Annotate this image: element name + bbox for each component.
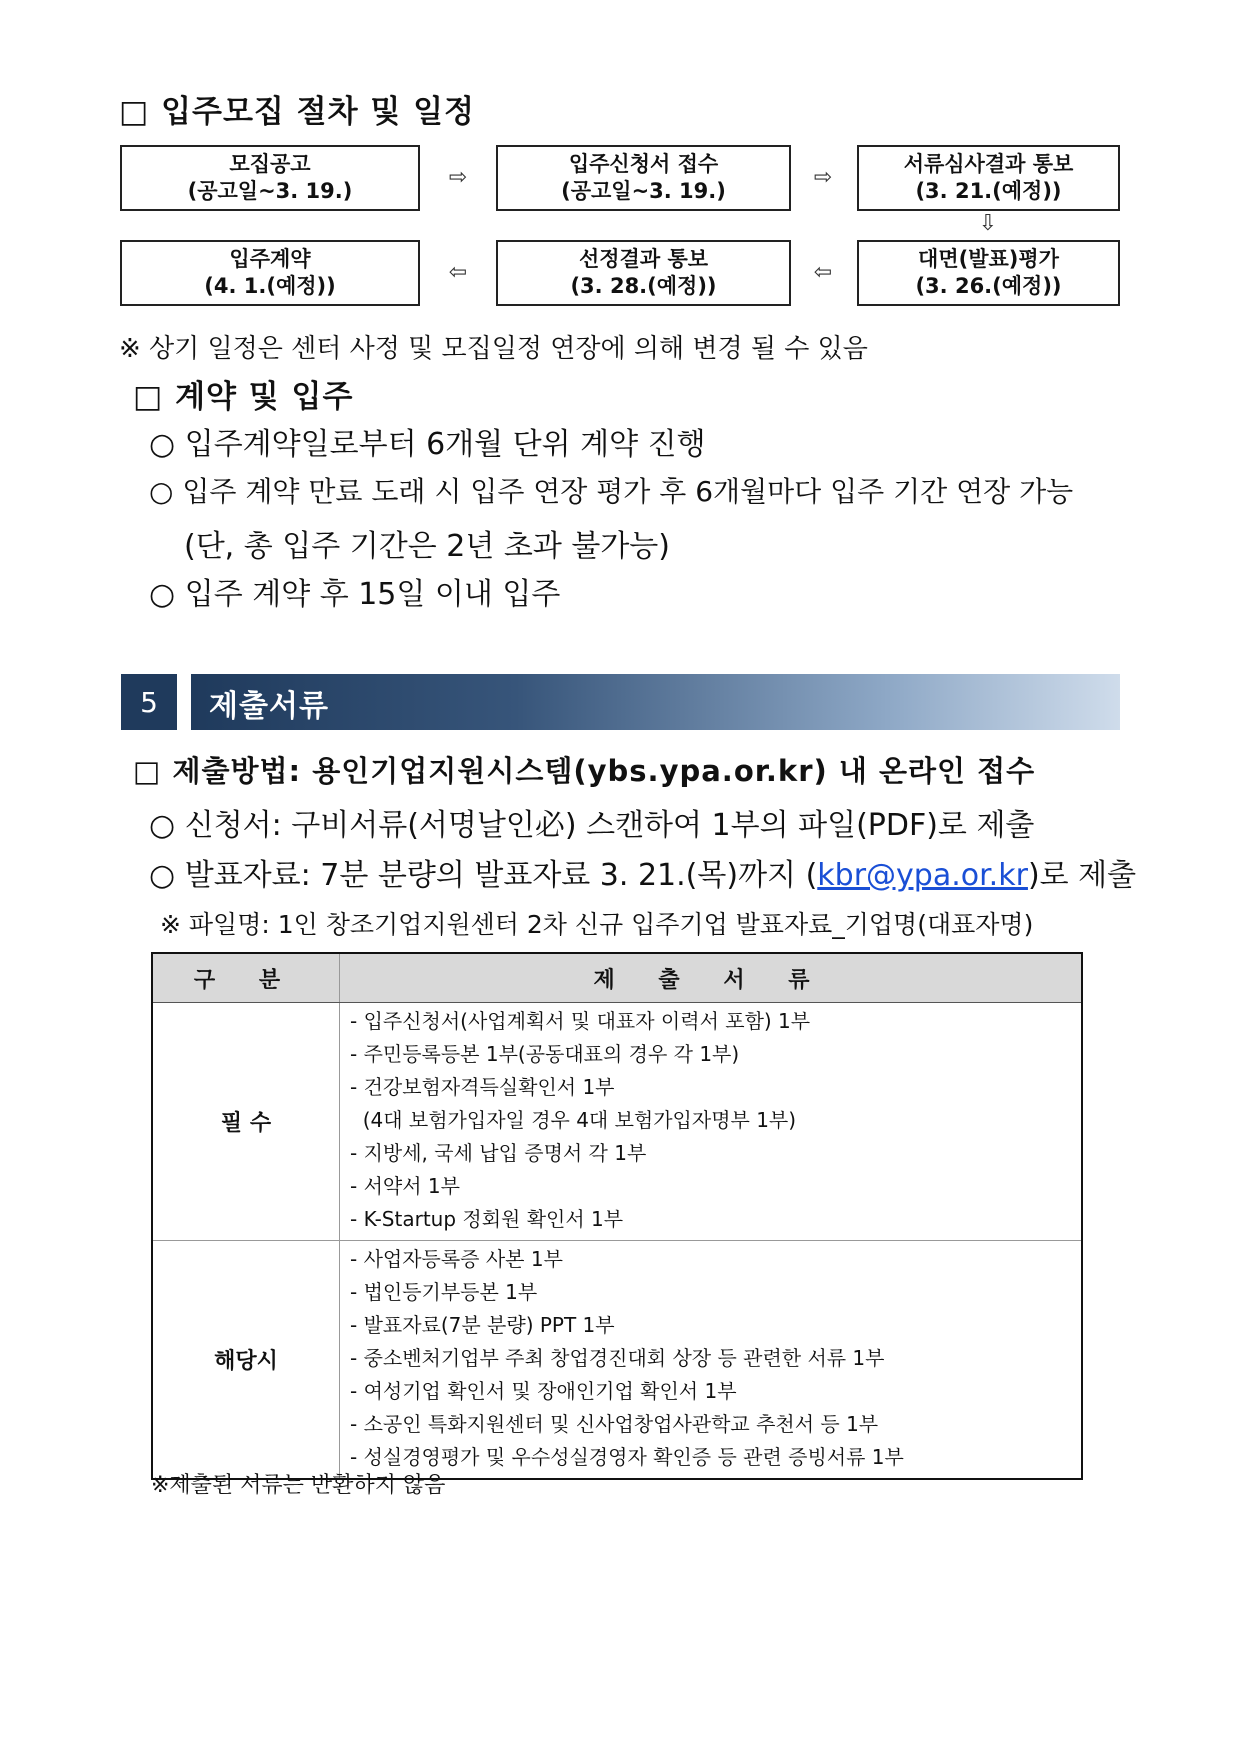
submission-bullet-presentation	[149, 850, 1136, 894]
step-title: 대면(발표)평가	[918, 247, 1059, 271]
document-item: - K-Startup 정회원 확인서 1부	[350, 1207, 624, 1231]
contract-bullet: ○ 입주 계약 만료 도래 시 입주 연장 평가 후 6개월마다 입주 기간 연장 가능	[149, 475, 1074, 508]
contract-bullet-continuation: (단, 총 입주 기간은 2년 초과 불가능)	[184, 529, 670, 564]
section-number: 5	[121, 674, 177, 730]
contract-bullet: ○ 입주계약일로부터 6개월 단위 계약 진행	[149, 427, 706, 462]
email-link[interactable]: kbr@ypa.or.kr	[817, 858, 1028, 893]
step-title: 모집공고	[229, 152, 311, 176]
flow-step-screening-result	[857, 145, 1120, 211]
step-date: (3. 28.(예정))	[570, 274, 717, 298]
schedule-note: ※ 상기 일정은 센터 사정 및 모집일정 연장에 의해 변경 될 수 있음	[119, 334, 868, 364]
arrow-left-icon: ⇦	[813, 260, 833, 285]
document-item: - 성실경영평가 및 우수성실경영자 확인증 등 관련 증빙서류 1부	[350, 1445, 904, 1469]
documents-cell	[340, 1003, 1083, 1241]
table-row	[152, 1003, 1082, 1241]
step-title: 입주신청서 접수	[568, 152, 719, 176]
document-item: (4대 보험가입자일 경우 4대 보험가입자명부 1부)	[350, 1108, 797, 1132]
document-item: - 주민등록등본 1부(공동대표의 경우 각 1부)	[350, 1042, 740, 1066]
document-item: - 발표자료(7분 분량) PPT 1부	[350, 1313, 615, 1337]
step-date: (공고일~3. 19.)	[187, 179, 353, 203]
document-item: - 여성기업 확인서 및 장애인기업 확인서 1부	[350, 1379, 737, 1403]
arrow-right-icon: ⇨	[448, 165, 468, 190]
document-item: - 중소벤처기업부 주최 창업경진대회 상장 등 관련한 서류 1부	[350, 1346, 885, 1370]
category-cell: 해당시	[152, 1241, 340, 1480]
required-documents-table	[151, 952, 1083, 1480]
column-header-category: 구 분	[152, 953, 340, 1003]
step-title: 서류심사결과 통보	[903, 152, 1074, 176]
bullet-text: ○ 발표자료: 7분 분량의 발표자료 3. 21.(목)까지 (	[149, 858, 818, 893]
flow-step-recruit-notice	[120, 145, 420, 211]
document-item: - 법인등기부등본 1부	[350, 1280, 538, 1304]
table-header-row	[152, 953, 1082, 1003]
flow-step-contract	[120, 240, 420, 306]
submission-method-heading: □ 제출방법: 용인기업지원시스템(ybs.ypa.or.kr) 내 온라인 접수	[133, 754, 1036, 788]
submission-bullet-application: ○ 신청서: 구비서류(서명날인必) 스캔하여 1부의 파일(PDF)로 제출	[149, 808, 1035, 843]
filename-note: ※ 파일명: 1인 창조기업지원센터 2차 신규 입주기업 발표자료_기업명(대표자명)	[160, 910, 1034, 939]
flow-step-application	[496, 145, 791, 211]
schedule-heading: □ 입주모집 절차 및 일정	[119, 94, 475, 130]
section-title-bar	[191, 674, 1120, 730]
column-header-documents: 제 출 서 류	[340, 953, 1083, 1003]
document-item: - 소공인 특화지원센터 및 신사업창업사관학교 추천서 등 1부	[350, 1412, 879, 1436]
step-date: (3. 21.(예정))	[915, 179, 1062, 203]
arrow-down-icon: ⇩	[978, 211, 998, 236]
bullet-text: )로 제출	[1027, 858, 1137, 893]
document-item: - 지방세, 국세 납입 증명서 각 1부	[350, 1141, 647, 1165]
step-title: 입주계약	[229, 247, 311, 271]
contract-bullet: ○ 입주 계약 후 15일 이내 입주	[149, 577, 561, 612]
step-date: (4. 1.(예정))	[204, 274, 336, 298]
step-date: (공고일~3. 19.)	[561, 179, 726, 203]
document-item: - 입주신청서(사업계획서 및 대표자 이력서 포함) 1부	[350, 1009, 811, 1033]
document-item: - 사업자등록증 사본 1부	[350, 1247, 563, 1271]
contract-heading: □ 계약 및 입주	[133, 379, 354, 415]
document-item: - 서약서 1부	[350, 1174, 460, 1198]
documents-cell	[340, 1241, 1083, 1480]
step-date: (3. 26.(예정))	[915, 274, 1062, 298]
arrow-left-icon: ⇦	[448, 260, 468, 285]
flow-step-selection-result	[496, 240, 791, 306]
step-title: 선정결과 통보	[578, 247, 709, 271]
footer-note: ※제출된 서류는 반환하지 않음	[151, 1473, 446, 1498]
category-cell: 필 수	[152, 1003, 340, 1241]
flow-step-interview	[857, 240, 1120, 306]
section-title: 제출서류	[209, 689, 329, 724]
document-item: - 건강보험자격득실확인서 1부	[350, 1075, 615, 1099]
arrow-right-icon: ⇨	[813, 165, 833, 190]
table-row	[152, 1241, 1082, 1480]
